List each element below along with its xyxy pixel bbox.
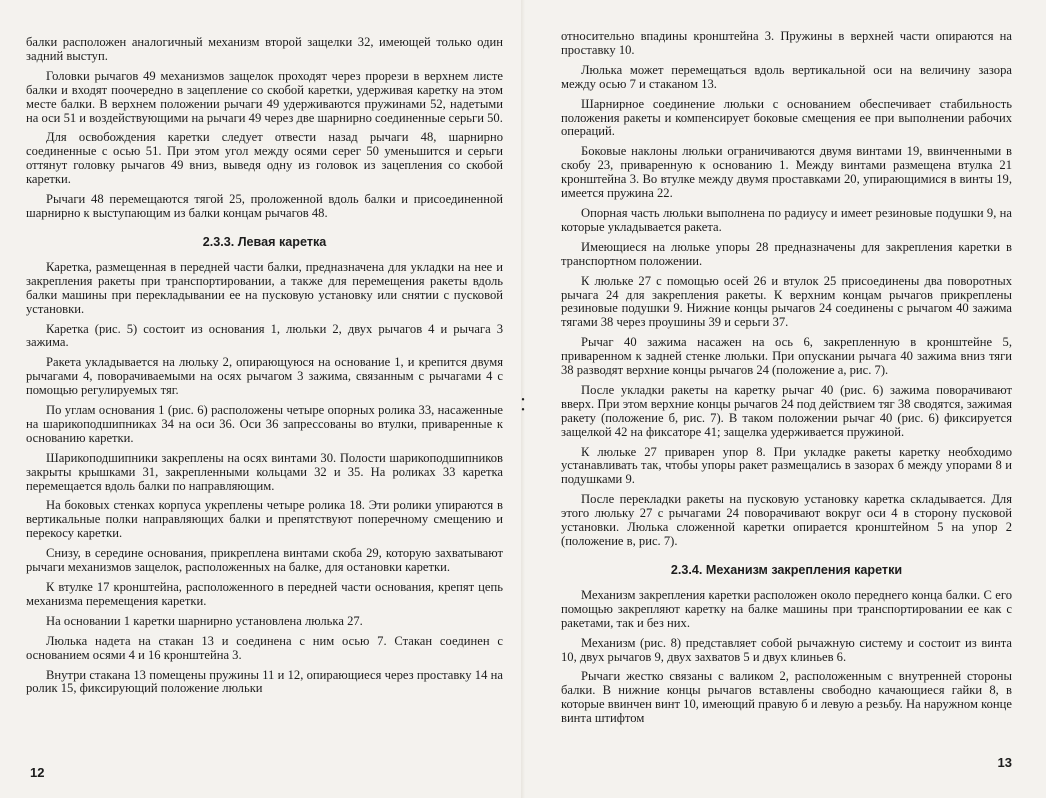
page-number: 13	[997, 755, 1012, 770]
paragraph: Опорная часть люльки выполнена по радиусу и имеет резиновые подушки 9, на которые укладывается ракета.	[561, 205, 1012, 234]
paragraph: Головки рычагов 49 механизмов защелок проходят через прорези в верхнем листе балки и входят поочередно в зацепление со скобой каретки, удерживая каретку на этом месте балки. В верхнем положении рычаги 49 удерживаются пружинами 52, надетыми на оси 51 и воздействующими на рычаги 49 через две шарнирно соединенные серьги 50.	[26, 68, 503, 125]
paragraph: Механизм (рис. 8) представляет собой рычажную систему и состоит из винта 10, двух рычагов 9, двух захватов 5 и двух клиньев 6.	[561, 635, 1012, 664]
paragraph: Люлька надета на стакан 13 и соединена с ним осью 7. Стакан соединен с основанием осями 4 и 16 кронштейна 3.	[26, 633, 503, 662]
paragraph: К люльке 27 приварен упор 8. При укладке ракеты каретку необходимо устанавливать так, чтобы упоры ракет размещались в зазорах б между упорами 8 и подушками 9.	[561, 444, 1012, 487]
paragraph: Шарикоподшипники закреплены на осях винтами 30. Полости шарикоподшипников закрыты крышками 31, закрепленными кольцами 32 и 35. На роликах 33 каретка перемещается вдоль балки по направляющим.	[26, 450, 503, 493]
paragraph: Шарнирное соединение люльки с основанием обеспечивает стабильность положения ракеты и компенсирует боковые смещения ее при выполнении рабочих операций.	[561, 96, 1012, 139]
section-heading: 2.3.4. Механизм закрепления каретки	[670, 562, 903, 577]
left-column	[26, 36, 503, 696]
paragraph: Внутри стакана 13 помещены пружины 11 и 12, опирающиеся через проставку 14 на ролик 15, фиксирующий положение люльки	[26, 667, 503, 696]
paragraph: На боковых стенках корпуса укреплены четыре ролика 18. Эти ролики упираются в вертикальные полки направляющих балки и препятствуют поперечному смещению и перекосу каретки.	[26, 498, 503, 541]
paragraph: Ракета укладывается на люльку 2, опирающуюся на основание 1, и крепится двумя рычагами 4, поворачиваемыми на осях рычагом 3 зажима, связанным с рычагами 4 с помощью регулируемых тяг.	[26, 355, 503, 398]
paragraph: Каретка (рис. 5) состоит из основания 1, люльки 2, двух рычагов 4 и рычага 3 зажима.	[26, 321, 503, 350]
section-heading: 2.3.3. Левая каретка	[202, 234, 327, 249]
paragraph: Люлька может перемещаться вдоль вертикальной оси на величину зазора между осью 7 и стаканом 13.	[561, 62, 1012, 91]
page-number: 12	[30, 765, 45, 780]
paragraph: Механизм закрепления каретки расположен около переднего конца балки. С его помощью закрепляют каретку на балке машины при транспортировании ее как с ракетами, так и без них.	[561, 587, 1012, 630]
paragraph: Рычаг 40 зажима насажен на ось 6, закрепленную в кронштейне 5, приваренном к задней стенке люльки. При опускании рычага 40 зажима вниз тяги 38 разводят верхние концы рычагов 24 (положение а, рис. 7).	[561, 335, 1012, 378]
gutter-mark: • •	[521, 395, 525, 416]
paragraph: Имеющиеся на люльке упоры 28 предназначены для закрепления каретки в транспортном положении.	[561, 239, 1012, 268]
paragraph: После перекладки ракеты на пусковую установку каретка складывается. Для этого люльку 27 с рычагами 24 поворачивают вокруг оси 4 в сторону пусковой установки. Люлька сложенной каретки опирается кронштейном 5 на упор 2 (положение в, рис. 7).	[561, 492, 1012, 548]
paragraph: Для освобождения каретки следует отвести назад рычаги 48, шарнирно соединенные с осью 51. При этом угол между осями серег 50 уменьшится и серьги оттянут головку рычагов 49 вниз, выведя одну из головок из зацепления со скобой каретки.	[26, 130, 503, 187]
paragraph: К люльке 27 с помощью осей 26 и втулок 25 присоединены два поворотных рычага 24 для закрепления ракеты. К верхним концам рычагов прикреплены резиновые подушки 9. Нижние концы рычагов 24 соединены с рычагом 40 зажима тягами 38 через проушины 39 и серьги 37.	[561, 273, 1012, 330]
paragraph: Каретка, размещенная в передней части балки, предназначена для укладки на нее и закрепления ракеты при транспортировании, а также для перемещения ракеты вдоль балки машины при перекладывании ее на пусковую установку или снятии с пусковой установки.	[26, 259, 503, 316]
paragraph: балки расположен аналогичный механизм второй защелки 32, имеющей только один задний выступ.	[26, 35, 503, 63]
paragraph: Боковые наклоны люльки ограничиваются двумя винтами 19, ввинченными в скобу 23, приваренную к основанию 1. Между винтами размещена втулка 21 кронштейна 3. Во втулке между двумя проставками 20, упирающимися в винты 19, имеется пружина 22.	[561, 144, 1012, 201]
paragraph: После укладки ракеты на каретку рычаг 40 (рис. 6) зажима поворачивают вверх. При этом верхние концы рычагов 24 под действием тяг 38 сводятся, зажимая ракету (положение б, рис. 7). В таком положении рычаг 40 (рис. 6) фиксируется защелкой 42 на фиксаторе 41; защелка удерживается пружиной.	[561, 382, 1012, 439]
paragraph: Снизу, в середине основания, прикреплена винтами скоба 29, которую захватывают рычаги механизмов защелок, расположенных на балке, для остановки каретки.	[26, 546, 503, 575]
right-page	[523, 0, 1046, 798]
paragraph: Рычаги 48 перемещаются тягой 25, проложенной вдоль балки и присоединенной шарнирно к выступающим из балки концам рычагов 48.	[26, 192, 503, 220]
paragraph: На основании 1 каретки шарнирно установлена люлька 27.	[46, 613, 363, 628]
paragraph: По углам основания 1 (рис. 6) расположены четыре опорных ролика 33, насаженные на шарикоподшипниках 34 на оси 36. Оси 36 запрессованы во втулки, приваренные к основанию каретки.	[26, 403, 503, 445]
right-column	[561, 30, 1012, 726]
paragraph: Рычаги жестко связаны с валиком 2, расположенным с внутренней стороны балки. В нижние концы рычагов вставлены свободно качающиеся гайки 8, в которые ввинчен винт 10, имеющий правую б и левую а резьбу. На наружном конце винта штифтом	[561, 669, 1012, 726]
paragraph: К втулке 17 кронштейна, расположенного в передней части основания, крепят цепь механизма перемещения каретки.	[26, 580, 503, 608]
paragraph: относительно впадины кронштейна 3. Пружины в верхней части опираются на проставку 10.	[561, 29, 1012, 57]
